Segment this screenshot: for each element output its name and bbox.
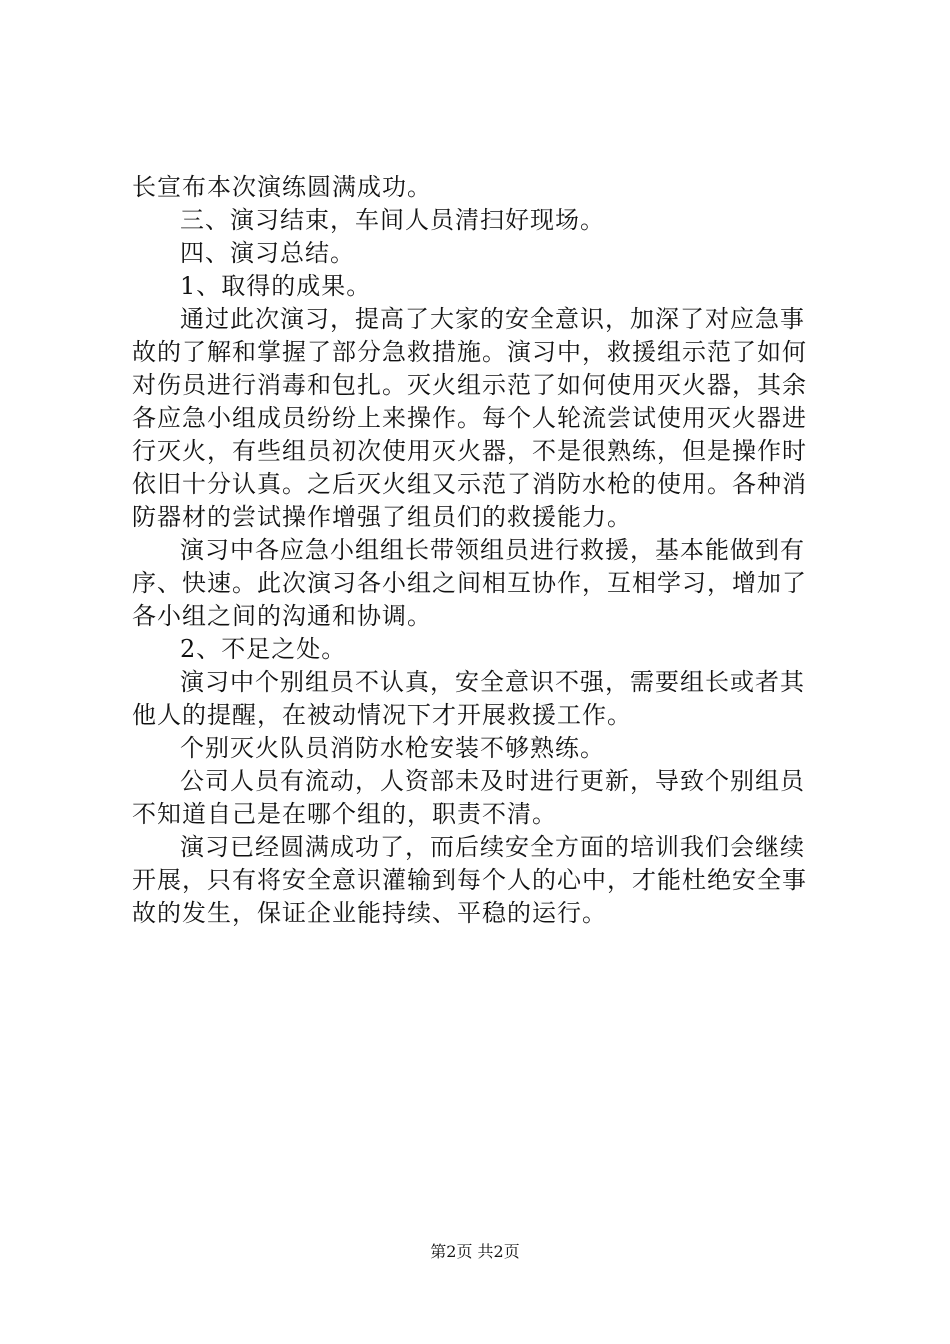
paragraph-line: 依旧十分认真。之后灭火组又示范了消防水枪的使用。各种消	[132, 470, 807, 498]
paragraph-line: 个别灭火队员消防水枪安装不够熟练。	[180, 734, 605, 762]
paragraph-line: 开展，只有将安全意识灌输到每个人的心中，才能杜绝安全事	[132, 866, 807, 894]
paragraph-line: 对伤员进行消毒和包扎。灭火组示范了如何使用灭火器，其余	[132, 371, 807, 399]
text-line: 长宣布本次演练圆满成功。	[132, 173, 432, 201]
paragraph-line: 演习中个别组员不认真，安全意识不强，需要组长或者其	[180, 668, 805, 696]
page-number: 第2页 共2页	[430, 1242, 520, 1261]
paragraph-line: 演习已经圆满成功了，而后续安全方面的培训我们会继续	[180, 833, 805, 861]
section-heading: 四、演习总结。	[180, 239, 355, 267]
paragraph-line: 通过此次演习，提高了大家的安全意识，加深了对应急事	[180, 305, 805, 333]
paragraph-line: 他人的提醒，在被动情况下才开展救援工作。	[132, 701, 632, 729]
paragraph-line: 演习中各应急小组组长带领组员进行救援，基本能做到有	[180, 536, 805, 564]
subsection-heading: 1、取得的成果。	[180, 272, 372, 300]
paragraph-line: 序、快速。此次演习各小组之间相互协作，互相学习，增加了	[132, 569, 807, 597]
paragraph-line: 行灭火，有些组员初次使用灭火器，不是很熟练，但是操作时	[132, 437, 807, 465]
paragraph-line: 故的了解和掌握了部分急救措施。演习中，救援组示范了如何	[132, 338, 807, 366]
paragraph-line: 各小组之间的沟通和协调。	[132, 602, 432, 630]
paragraph-line: 公司人员有流动，人资部未及时进行更新，导致个别组员	[180, 767, 805, 795]
paragraph-line: 故的发生，保证企业能持续、平稳的运行。	[132, 899, 607, 927]
paragraph-line: 各应急小组成员纷纷上来操作。每个人轮流尝试使用灭火器进	[132, 404, 807, 432]
paragraph-line: 防器材的尝试操作增强了组员们的救援能力。	[132, 503, 632, 531]
document-body	[132, 171, 832, 930]
paragraph-line: 不知道自己是在哪个组的，职责不清。	[132, 800, 557, 828]
section-heading: 三、演习结束，车间人员清扫好现场。	[180, 206, 605, 234]
subsection-heading: 2、不足之处。	[180, 635, 347, 663]
